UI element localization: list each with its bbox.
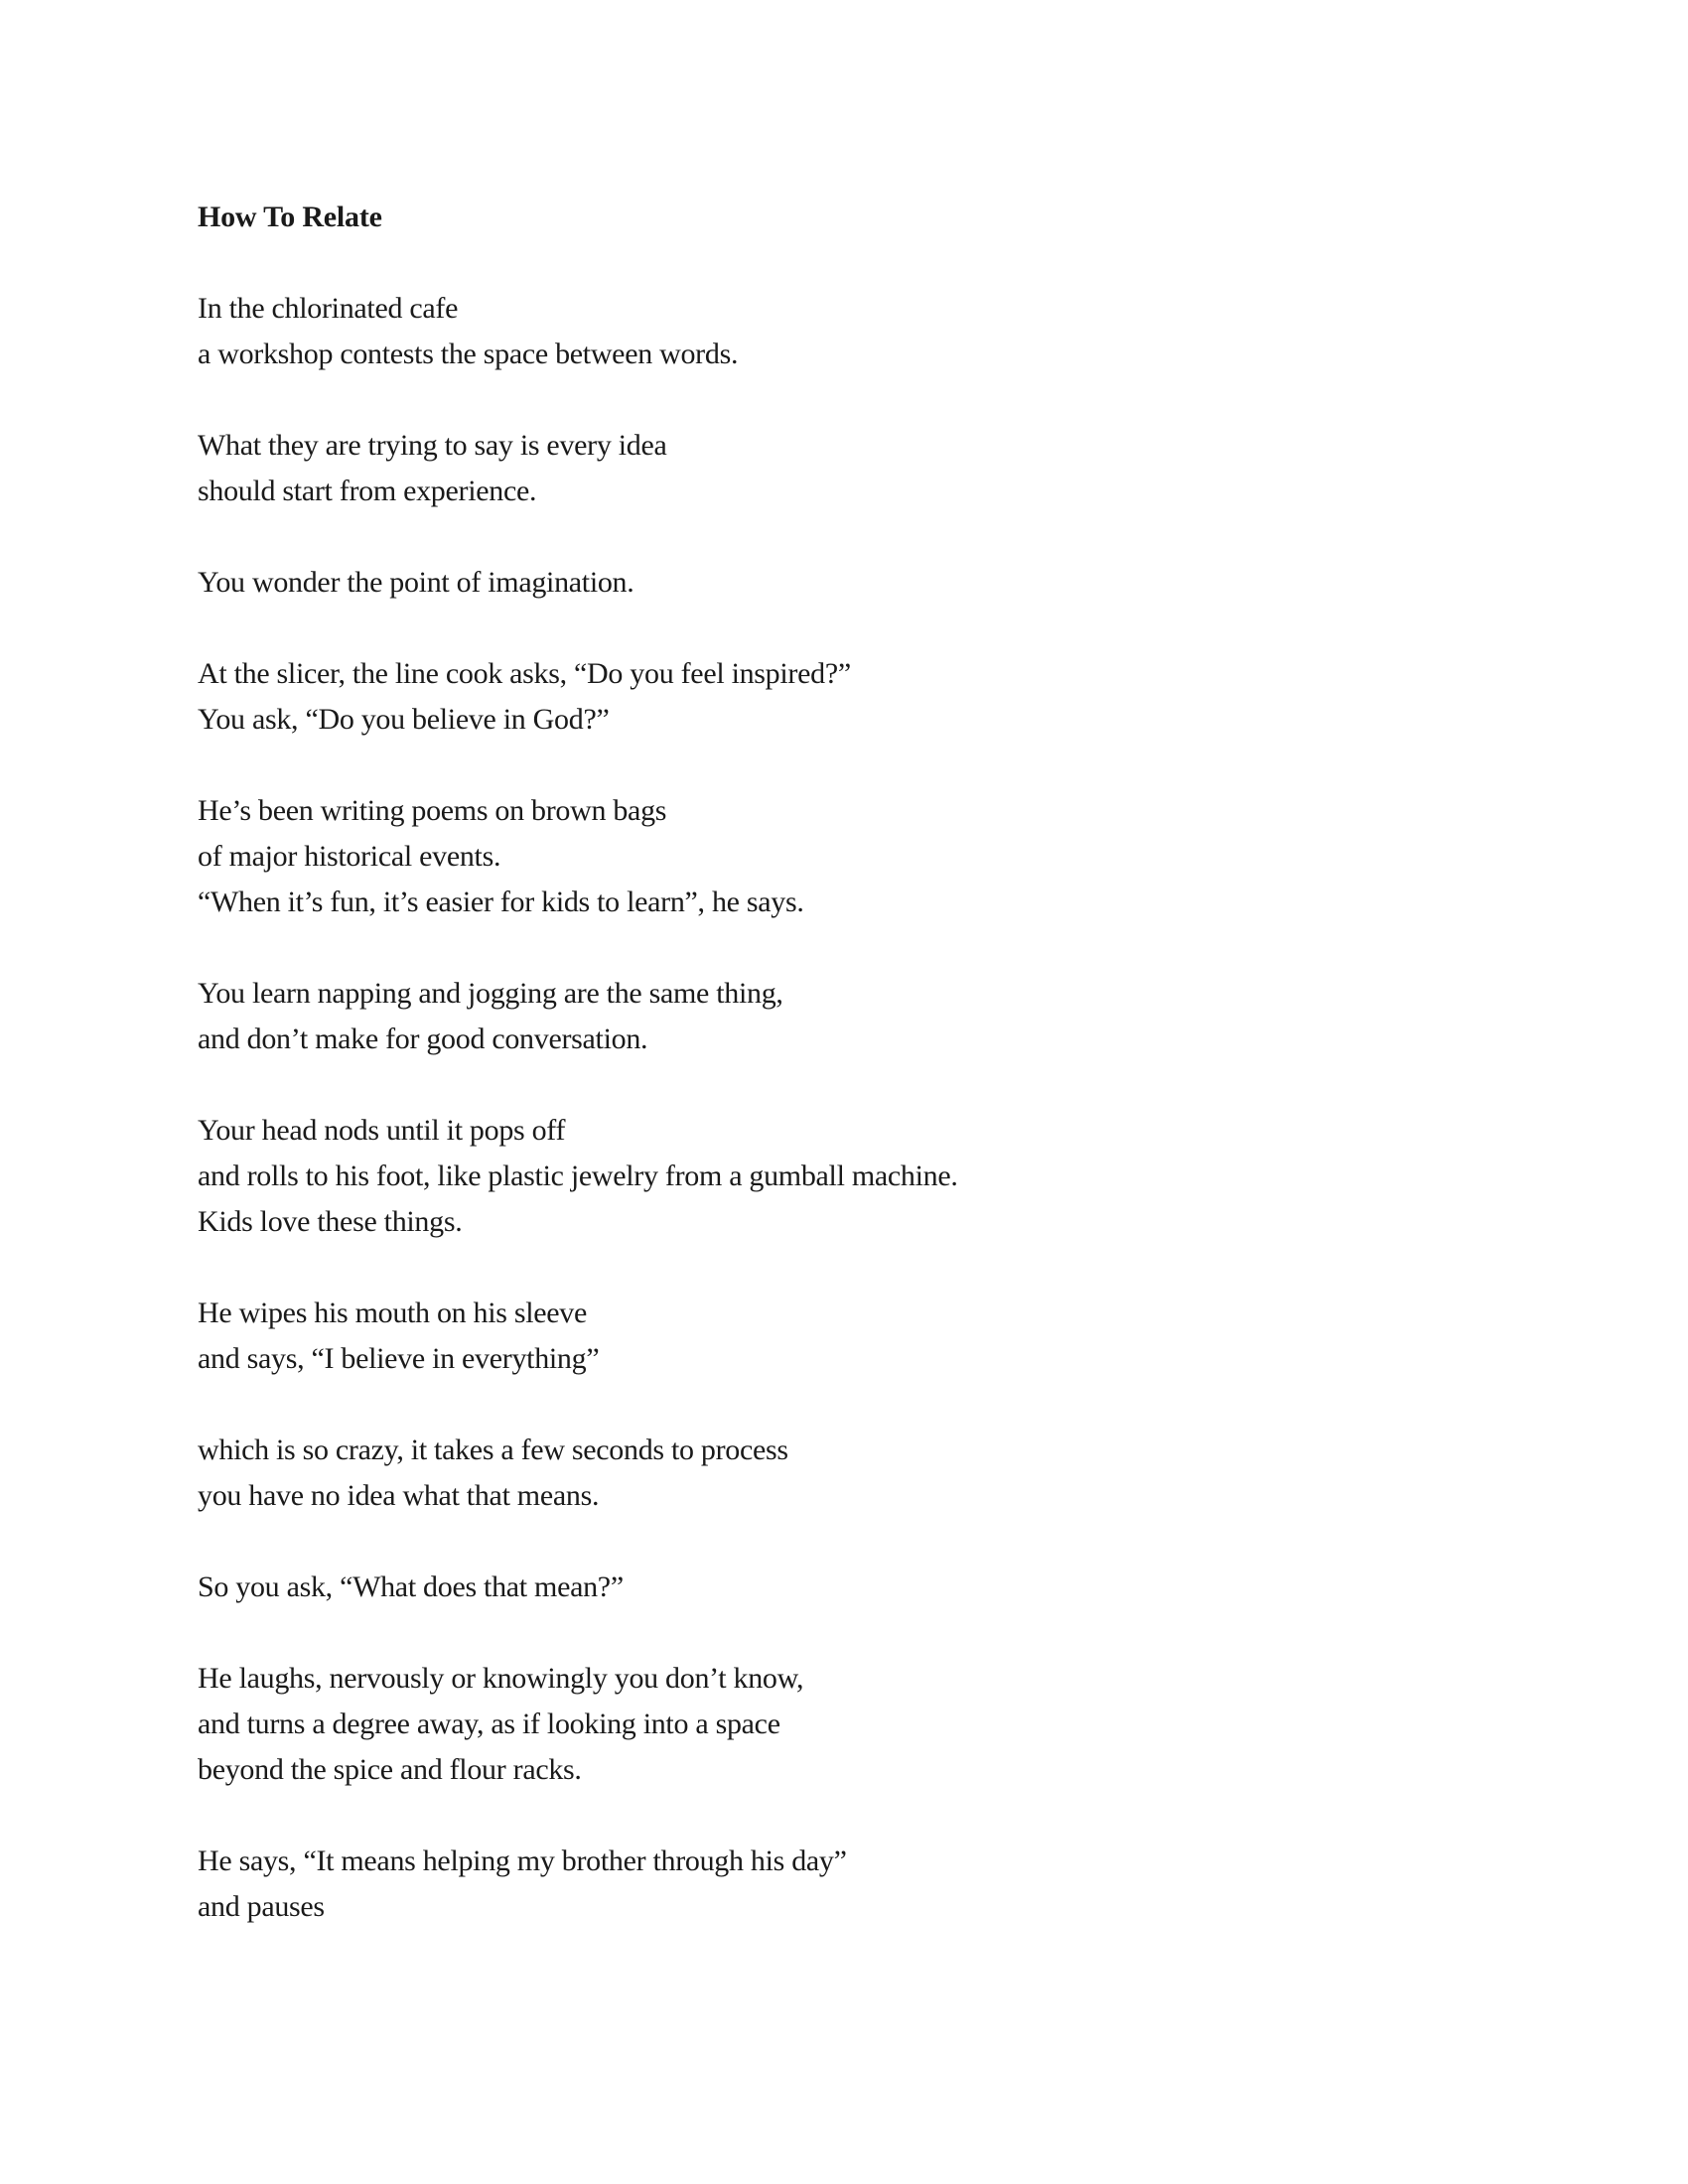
poem-line: You wonder the point of imagination. [198, 566, 634, 599]
poem-line: a workshop contests the space between words. [198, 338, 739, 370]
stanza-10 [198, 1565, 1488, 1610]
stanza-12 [198, 1839, 1488, 1930]
poem-line: and pauses [198, 1890, 325, 1923]
poem-line: What they are trying to say is every idea [198, 429, 667, 462]
poem-line: At the slicer, the line cook asks, “Do you feel inspired?” [198, 657, 851, 690]
poem-line: So you ask, “What does that mean?” [198, 1570, 624, 1603]
poem-line: should start from experience. [198, 475, 537, 507]
poem-page [198, 195, 1488, 1976]
stanza-6 [198, 971, 1488, 1062]
poem-line: and don’t make for good conversation. [198, 1023, 648, 1055]
poem-line: He’s been writing poems on brown bags [198, 794, 667, 827]
poem-line: and rolls to his foot, like plastic jewelry from a gumball machine. [198, 1160, 958, 1192]
stanza-7 [198, 1108, 1488, 1245]
stanza-8 [198, 1291, 1488, 1382]
poem-line: He wipes his mouth on his sleeve [198, 1297, 588, 1329]
poem-line: In the chlorinated cafe [198, 292, 459, 325]
poem-line: beyond the spice and flour racks. [198, 1753, 582, 1786]
poem-line: and says, “I believe in everything” [198, 1342, 600, 1375]
stanza-5 [198, 788, 1488, 925]
stanza-11 [198, 1656, 1488, 1793]
poem-line: you have no idea what that means. [198, 1479, 600, 1512]
stanza-1 [198, 286, 1488, 377]
poem-line: and turns a degree away, as if looking into a space [198, 1707, 780, 1740]
poem-line: “When it’s fun, it’s easier for kids to learn”, he says. [198, 886, 804, 918]
poem-line: You learn napping and jogging are the same thing, [198, 977, 783, 1010]
poem-line: Your head nods until it pops off [198, 1114, 566, 1147]
stanza-2 [198, 423, 1488, 514]
stanza-3 [198, 560, 1488, 606]
stanza-9 [198, 1428, 1488, 1519]
poem-line: which is so crazy, it takes a few seconds to process [198, 1433, 788, 1466]
poem-title: How To Relate [198, 201, 382, 233]
poem-line: of major historical events. [198, 840, 501, 873]
poem-line: He laughs, nervously or knowingly you don’t know, [198, 1662, 804, 1695]
poem-line: Kids love these things. [198, 1205, 463, 1238]
stanza-4 [198, 651, 1488, 743]
poem-line: He says, “It means helping my brother through his day” [198, 1844, 847, 1877]
poem-line: You ask, “Do you believe in God?” [198, 703, 610, 736]
